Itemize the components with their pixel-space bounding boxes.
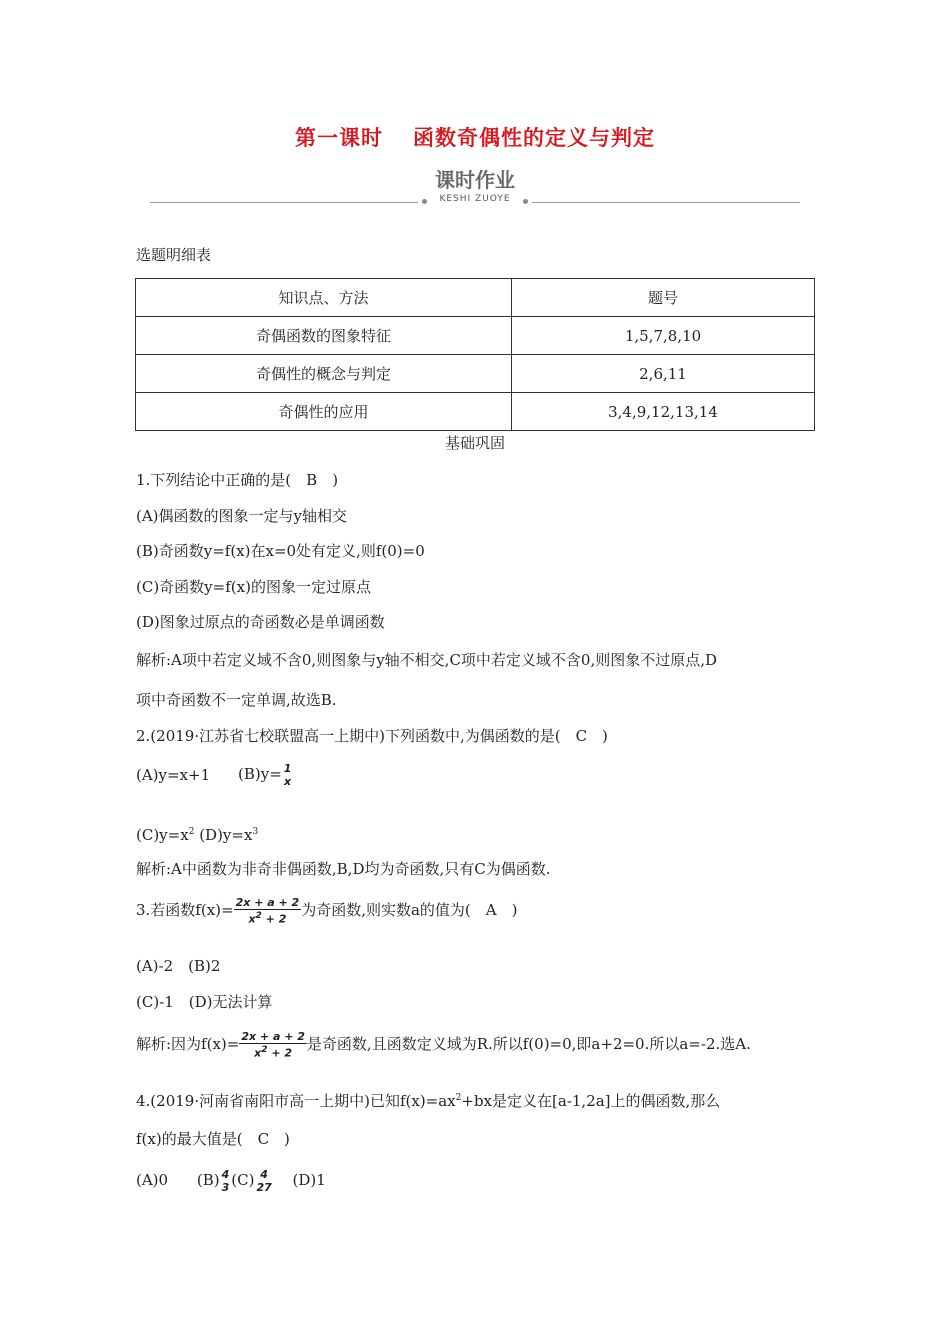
table-cell: 奇偶函数的图象特征 [136, 317, 512, 355]
exponent: 3 [252, 827, 259, 837]
fraction [282, 762, 294, 788]
fraction-numerator: 2x + a + 2 [235, 896, 300, 909]
subtitle-rule-right [532, 202, 800, 203]
q2-option-d: (D)y=x [199, 826, 253, 844]
exponent: 2 [188, 827, 195, 837]
q4-option-d: (D)1 [292, 1171, 326, 1189]
fraction-numerator: 4 [221, 1168, 230, 1181]
fraction-numerator: 2x + a + 2 [241, 1030, 305, 1043]
q1-solution-line-2: 项中奇函数不一定单调,故选B. [136, 691, 337, 709]
section-subtitle: 课时作业 [435, 168, 515, 192]
table-header-cell: 题号 [512, 279, 815, 317]
q4-options [136, 1168, 326, 1194]
lesson-number: 第一课时 [295, 126, 383, 150]
q2-solution: 解析:A中函数为非奇非偶函数,B,D均为奇函数,只有C为偶函数. [136, 860, 551, 878]
fraction [220, 1168, 232, 1194]
q3-stem-end: 为奇函数,则实数a的值为( A ) [301, 900, 518, 919]
fraction-denominator: $x^2 + 2$ [239, 1043, 307, 1060]
table-header-cell: 知识点、方法 [136, 279, 512, 317]
topic-table [135, 278, 815, 431]
q1-solution-line-1: 解析:A项中若定义域不含0,则图象与y轴不相交,C项中若定义域不含0,则图象不过原点,D [136, 651, 718, 669]
q1-option-c: (C)奇函数y=f(x)的图象一定过原点 [136, 578, 371, 596]
q4-stem-line-2: f(x)的最大值是( C ) [136, 1130, 290, 1148]
q4-option-b: (B) [196, 1171, 220, 1189]
fraction-denominator: 27 [256, 1181, 272, 1194]
q3-stem-start: 3.若函数f(x)= [136, 900, 234, 919]
q3-solution-start: 解析:因为f(x)= [136, 1034, 240, 1053]
q1-option-a: (A)偶函数的图象一定与y轴相交 [136, 507, 348, 525]
q3-options-cd: (C)-1 (D)无法计算 [136, 993, 273, 1011]
q1-option-b: (B)奇函数y=f(x)在x=0处有定义,则f(0)=0 [136, 542, 425, 560]
fraction-denominator: 3 [221, 1181, 230, 1194]
q3-stem [136, 896, 517, 926]
fraction [254, 1168, 273, 1194]
q2-option-a: (A)y=x+1 [136, 766, 211, 784]
fraction-denominator: x [284, 775, 292, 788]
q2-options-cd [136, 823, 258, 844]
q4-option-c: (C) [231, 1171, 255, 1189]
fraction [239, 1030, 307, 1060]
subtitle-pinyin: KESHI ZUOYE [439, 194, 511, 204]
section-heading: 基础巩固 [444, 434, 505, 452]
q4-stem-line-1: 4.(2019·河南省南阳市高一上期中)已知$f(x)=ax^2+bx$是定义在[a-1,2a]上的偶函数,那么 [136, 1092, 721, 1110]
table-header-row [136, 279, 815, 317]
q1-option-d: (D)图象过原点的奇函数必是单调函数 [136, 613, 385, 631]
exponent: 2 [455, 1093, 462, 1103]
q4-option-a: (A)0 [136, 1171, 169, 1189]
q3-solution [136, 1030, 751, 1060]
table-cell: 2,6,11 [512, 355, 815, 393]
q3-solution-end: 是奇函数,且函数定义域为R.所以f(0)=0,即a+2=0.所以a=-2.选A. [306, 1034, 751, 1053]
page-title [0, 122, 950, 152]
table-row [136, 355, 815, 393]
q2-option-c: (C)y=x [136, 826, 189, 844]
q2-option-b [238, 762, 293, 788]
table-caption: 选题明细表 [136, 246, 212, 264]
fraction [234, 896, 302, 926]
q1-stem: 1.下列结论中正确的是( B ) [136, 471, 339, 489]
q3-options-ab: (A)-2 (B)2 [136, 957, 221, 975]
fraction-denominator: $x^2 + 2$ [234, 909, 302, 926]
q2-stem: 2.(2019·江苏省七校联盟高一上期中)下列函数中,为偶函数的是( C ) [136, 727, 608, 745]
fraction-numerator: 1 [283, 762, 292, 775]
lesson-topic: 函数奇偶性的定义与判定 [413, 126, 655, 150]
rule-dot-right [523, 199, 528, 204]
fraction-numerator: 4 [260, 1168, 268, 1181]
table-cell: 奇偶性的应用 [136, 393, 512, 431]
table-row [136, 317, 815, 355]
table-cell: 3,4,9,12,13,14 [512, 393, 815, 431]
table-cell: 奇偶性的概念与判定 [136, 355, 512, 393]
table-row [136, 393, 815, 431]
q2-option-b-label: (B)y= [238, 765, 282, 783]
table-cell: 1,5,7,8,10 [512, 317, 815, 355]
